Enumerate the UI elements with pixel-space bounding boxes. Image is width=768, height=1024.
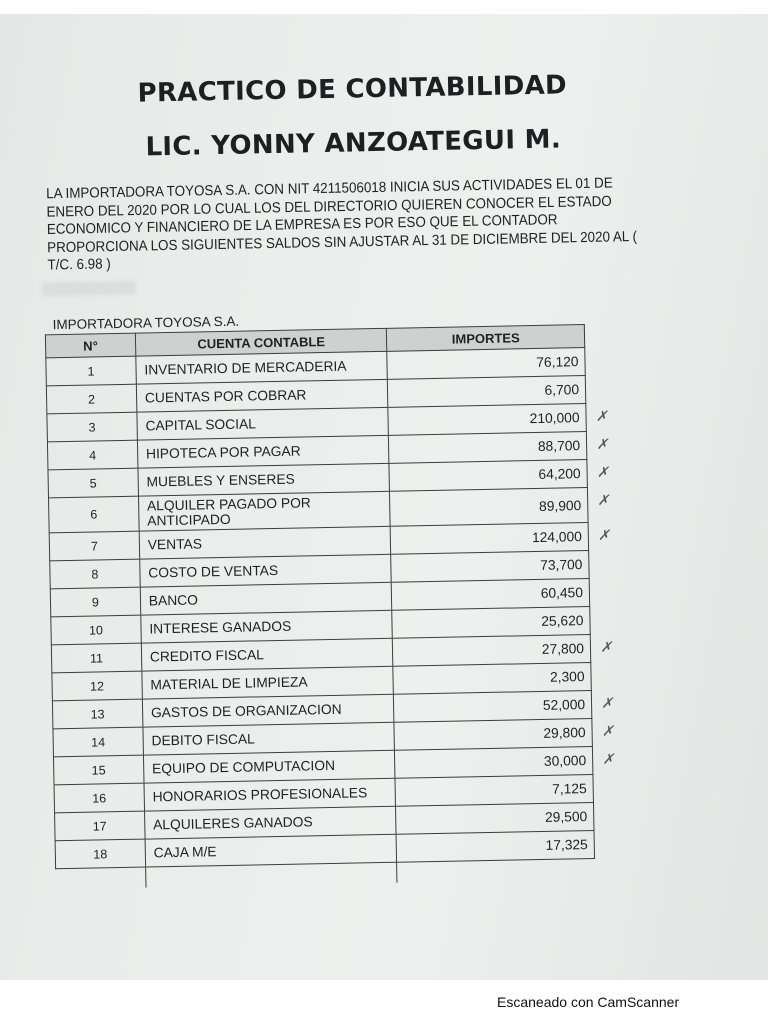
row-amount-cell <box>395 774 593 806</box>
row-amount-cell <box>390 488 610 527</box>
row-number: 1 <box>46 356 136 386</box>
handwritten-check-mark: ✗ <box>601 694 614 711</box>
document-title: PRACTICO DE CONTABILIDAD <box>137 70 568 109</box>
row-amount: 60,450 <box>540 585 584 601</box>
row-amount: 17,325 <box>545 837 588 853</box>
blurred-smudge <box>42 281 136 297</box>
row-account: MATERIAL DE LIMPIEZA <box>142 666 394 699</box>
empty-cell <box>397 858 595 882</box>
row-amount: 29,800 <box>543 725 586 741</box>
row-amount-cell <box>391 551 589 583</box>
row-account: HONORARIOS PROFESIONALES <box>144 778 396 811</box>
row-number: 3 <box>47 412 137 442</box>
row-number: 5 <box>48 468 138 498</box>
row-amount-cell <box>389 460 609 492</box>
row-account: COSTO DE VENTAS <box>140 554 392 587</box>
row-amount: 88,700 <box>537 438 581 454</box>
row-amount-cell <box>395 746 615 778</box>
row-number: 14 <box>53 727 143 757</box>
row-account: VENTAS <box>139 526 391 559</box>
row-amount: 25,620 <box>541 613 584 629</box>
handwritten-check-mark: ✗ <box>602 750 615 767</box>
row-number: 12 <box>52 671 142 701</box>
row-amount: 89,900 <box>538 497 582 514</box>
handwritten-check-mark: ✗ <box>596 435 609 452</box>
row-amount: 64,200 <box>538 466 581 482</box>
header-account: CUENTA CONTABLE <box>135 328 387 356</box>
row-amount: 76,120 <box>536 354 579 370</box>
row-number: 18 <box>55 839 145 869</box>
row-account: INTERESE GANADOS <box>141 610 393 643</box>
row-amount: 27,800 <box>541 641 585 657</box>
row-amount-cell <box>393 662 591 694</box>
row-amount-cell <box>387 348 585 380</box>
row-amount-cell <box>388 404 608 436</box>
empty-cell <box>56 867 146 889</box>
handwritten-check-mark: ✗ <box>601 722 614 739</box>
document-subtitle: LIC. YONNY ANZOATEGUI M. <box>145 124 562 163</box>
row-amount-cell <box>392 606 590 638</box>
row-number: 6 <box>49 496 139 533</box>
row-account: ALQUILERES GANADOS <box>144 806 396 839</box>
row-account: INVENTARIO DE MERCADERIA <box>136 351 388 384</box>
row-number: 2 <box>46 384 136 414</box>
row-account: ALQUILER PAGADO POR ANTICIPADO <box>138 491 390 531</box>
row-amount-cell <box>388 376 586 408</box>
table-body <box>46 348 615 890</box>
row-number: 9 <box>50 587 140 617</box>
handwritten-check-mark: ✗ <box>595 407 608 424</box>
row-amount: 6,700 <box>544 382 580 398</box>
row-amount: 30,000 <box>543 753 587 769</box>
row-account: MUEBLES Y ENSERES <box>138 463 390 496</box>
row-number: 17 <box>55 811 145 841</box>
handwritten-check-mark: ✗ <box>596 463 609 480</box>
row-number: 8 <box>50 559 140 589</box>
row-number: 10 <box>51 615 141 645</box>
row-account: HIPOTECA POR PAGAR <box>137 435 389 468</box>
row-number: 16 <box>54 783 144 813</box>
row-amount-cell <box>396 802 594 834</box>
row-amount-cell <box>392 579 590 611</box>
row-amount: 7,125 <box>552 781 587 797</box>
row-amount-cell <box>394 718 614 750</box>
handwritten-check-mark: ✗ <box>597 491 610 508</box>
row-amount-cell <box>394 690 614 722</box>
row-account: BANCO <box>140 582 392 615</box>
row-amount-cell <box>391 523 610 555</box>
empty-cell <box>145 862 397 887</box>
row-account: EQUIPO DE COMPUTACION <box>143 750 395 783</box>
row-account: CUENTAS POR COBRAR <box>136 379 388 412</box>
header-amount: IMPORTES <box>387 325 585 352</box>
row-amount-cell <box>389 432 609 464</box>
handwritten-check-mark: ✗ <box>597 526 610 543</box>
row-number: 4 <box>47 440 137 470</box>
scanned-page <box>0 14 768 980</box>
row-number: 11 <box>51 643 141 673</box>
row-amount: 29,500 <box>544 809 588 825</box>
scanner-watermark: Escaneado con CamScanner <box>497 994 680 1010</box>
row-amount: 2,300 <box>549 669 585 685</box>
header-number: N° <box>45 333 135 358</box>
row-number: 13 <box>52 699 142 729</box>
row-account: DEBITO FISCAL <box>143 722 395 755</box>
row-amount-cell <box>396 830 594 862</box>
intro-paragraph: LA IMPORTADORA TOYOSA S.A. CON NIT 4211506018 INICIA SUS ACTIVIDADES EL 01 DE ENERO DEL 2020 POR LO CUAL LOS DEL DIRECTORIO QUIEREN CONOCER EL ESTADO ECONOMICO Y FINANCIERO DE LA EMPRESA ES POR ESO QUE EL CONTADOR PROPORCIONA LOS SIGUIENTES SALDOS SIN AJUSTAR AL 31 DE DICIEMBRE DEL 2020 AL ( T/C. 6.98 ) <box>46 174 638 273</box>
row-amount: 210,000 <box>529 410 580 427</box>
document-sheet <box>0 14 768 980</box>
row-account: GASTOS DE ORGANIZACION <box>142 694 394 727</box>
row-amount: 73,700 <box>540 557 583 573</box>
company-name: IMPORTADORA TOYOSA S.A. <box>52 313 240 333</box>
row-amount-cell <box>393 634 613 666</box>
row-amount: 124,000 <box>531 529 582 546</box>
row-number: 7 <box>49 531 139 561</box>
row-amount: 52,000 <box>542 697 586 713</box>
handwritten-check-mark: ✗ <box>600 638 613 655</box>
row-account: CAJA M/E <box>145 834 397 867</box>
balances-table <box>45 324 615 889</box>
row-account: CAPITAL SOCIAL <box>137 407 389 440</box>
row-account: CREDITO FISCAL <box>141 638 393 671</box>
row-number: 15 <box>53 755 143 785</box>
